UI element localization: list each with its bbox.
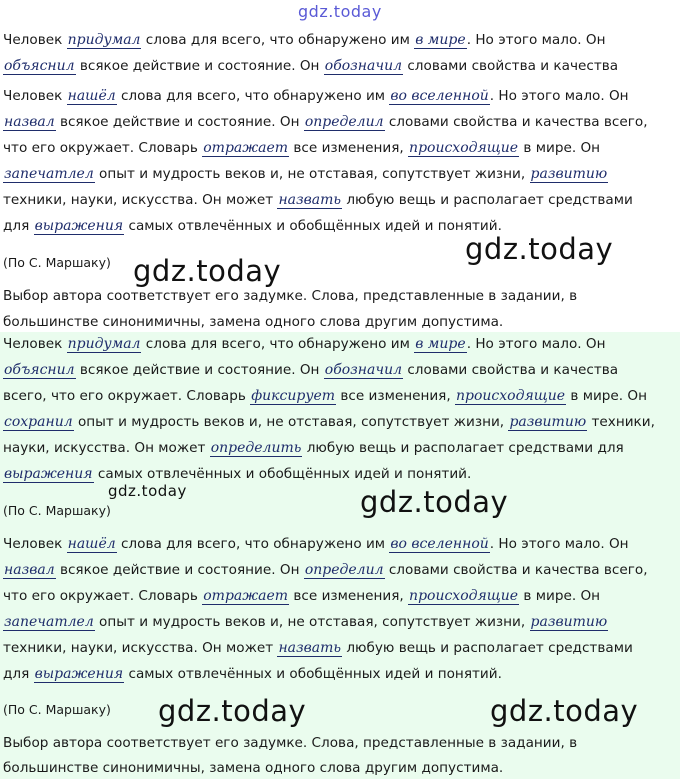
text: всякое действие и состояние. Он [55, 562, 304, 578]
watermark: gdz.today [490, 694, 639, 728]
text-line [3, 439, 624, 457]
handwritten-word: придумал [67, 336, 141, 352]
text: всякое действие и состояние. Он [75, 362, 324, 378]
text: техники, науки, искусства. Он может [3, 640, 278, 656]
text: что его окружает. Словарь [3, 140, 203, 156]
text: в мире. Он [566, 388, 648, 404]
handwritten-word: нашёл [67, 536, 116, 552]
text-line [3, 387, 647, 405]
text: Человек [3, 336, 67, 352]
handwritten-word: придумал [67, 32, 141, 48]
text: словами свойства и качества [403, 362, 619, 378]
handwritten-word: запечатлел [4, 614, 94, 630]
source-attribution: (По С. Маршаку) [3, 503, 111, 518]
text-line [3, 165, 608, 183]
handwritten-word: выражения [34, 218, 124, 234]
handwritten-word: назвать [278, 640, 342, 656]
handwritten-word: сохранил [4, 414, 73, 430]
text: словами свойства и качества всего, [384, 562, 648, 578]
handwritten-word: выражения [34, 666, 124, 682]
handwritten-word: отражает [203, 140, 289, 156]
text: опыт и мудрость веков и, не отставая, сопутствует жизни, [94, 166, 530, 182]
watermark: gdz.today [465, 232, 614, 266]
text: самых отвлечённых и обобщённых идей и понятий. [124, 218, 502, 234]
text: всего, что его окружает. Словарь [3, 388, 251, 404]
handwritten-word: обозначил [324, 362, 403, 378]
text-line [3, 665, 502, 683]
handwritten-word: назвать [278, 192, 342, 208]
text: что его окружает. Словарь [3, 588, 203, 604]
text: . Но этого мало. Он [466, 336, 606, 352]
text: . Но этого мало. Он [466, 32, 606, 48]
text: техники, науки, искусства. Он может [3, 192, 278, 208]
handwritten-word: развитию [530, 166, 608, 182]
text: все изменения, [336, 388, 455, 404]
handwritten-word: объяснил [4, 362, 75, 378]
text: любую вещь и располагает средствами для [302, 440, 624, 456]
text: словами свойства и качества [403, 58, 619, 74]
handwritten-word: развитию [509, 414, 587, 430]
text: науки, искусства. Он может [3, 440, 210, 456]
text-line [3, 535, 629, 553]
source-attribution: (По С. Маршаку) [3, 255, 111, 270]
text: любую вещь и располагает средствами [342, 640, 633, 656]
text: . Но этого мало. Он [489, 536, 629, 552]
watermark: gdz.today [158, 694, 307, 728]
handwritten-word: отражает [203, 588, 289, 604]
text: техники, [587, 414, 655, 430]
text: в мире. Он [519, 140, 601, 156]
text-line [3, 361, 618, 379]
text-line [3, 413, 655, 431]
watermark: gdz.today [108, 482, 187, 500]
text-line [3, 587, 600, 605]
text: самых отвлечённых и обобщённых идей и понятий. [93, 466, 472, 482]
text: Человек [3, 32, 67, 48]
text-line [3, 57, 618, 75]
handwritten-word: выражения [4, 466, 93, 482]
conclusion-line: Выбор автора соответствует его задумке. Слова, представленные в задании, в [3, 288, 578, 304]
handwritten-word: назвал [4, 562, 55, 578]
text-line [3, 613, 608, 631]
text-line [3, 217, 502, 235]
handwritten-word: обозначил [324, 58, 403, 74]
text: любую вещь и располагает средствами [342, 192, 633, 208]
text: самых отвлечённых и обобщённых идей и понятий. [124, 666, 502, 682]
text: всякое действие и состояние. Он [55, 114, 304, 130]
text: слова для всего, что обнаружено им [141, 32, 415, 48]
text: слова для всего, что обнаружено им [116, 88, 390, 104]
text-line [3, 465, 471, 483]
handwritten-word: происходящие [456, 388, 566, 404]
text: Человек [3, 536, 67, 552]
handwritten-word: запечатлел [4, 166, 94, 182]
text: Человек [3, 88, 67, 104]
text: в мире. Он [519, 588, 601, 604]
text-line [3, 139, 600, 157]
conclusion-line: Выбор автора соответствует его задумке. Слова, представленные в задании, в [3, 735, 578, 751]
text: слова для всего, что обнаружено им [141, 336, 415, 352]
handwritten-word: определить [210, 440, 302, 456]
handwritten-word: определил [304, 562, 384, 578]
text-line [3, 113, 648, 131]
text: опыт и мудрость веков и, не отставая, сопутствует жизни, [94, 614, 530, 630]
watermark: gdz.today [133, 254, 282, 288]
handwritten-word: в мире [415, 336, 466, 352]
handwritten-word: назвал [4, 114, 55, 130]
handwritten-word: фиксирует [251, 388, 336, 404]
watermark-top: gdz.today [298, 2, 382, 21]
conclusion-line: большинстве синонимичны, замена одного слова другим допустима. [3, 760, 504, 776]
text-line [3, 639, 633, 657]
handwritten-word: происходящие [409, 588, 519, 604]
text: словами свойства и качества всего, [384, 114, 648, 130]
text: слова для всего, что обнаружено им [116, 536, 390, 552]
text: всякое действие и состояние. Он [75, 58, 324, 74]
handwritten-word: происходящие [409, 140, 519, 156]
handwritten-word: объяснил [4, 58, 75, 74]
handwritten-word: развитию [530, 614, 608, 630]
text: для [3, 666, 34, 682]
text: . Но этого мало. Он [489, 88, 629, 104]
watermark: gdz.today [360, 485, 509, 519]
handwritten-word: определил [304, 114, 384, 130]
text: все изменения, [289, 140, 409, 156]
handwritten-word: во вселенной [390, 536, 489, 552]
source-attribution: (По С. Маршаку) [3, 702, 111, 717]
handwritten-word: нашёл [67, 88, 116, 104]
handwritten-word: во вселенной [390, 88, 489, 104]
handwritten-word: в мире [415, 32, 466, 48]
text-line [3, 31, 606, 49]
conclusion-line: большинстве синонимичны, замена одного слова другим допустима. [3, 314, 504, 330]
text: для [3, 218, 34, 234]
text: опыт и мудрость веков и, не отставая, сопутствует жизни, [73, 414, 509, 430]
text-line [3, 335, 606, 353]
text-line [3, 87, 629, 105]
text-line [3, 191, 633, 209]
text-line [3, 561, 648, 579]
text: все изменения, [289, 588, 409, 604]
